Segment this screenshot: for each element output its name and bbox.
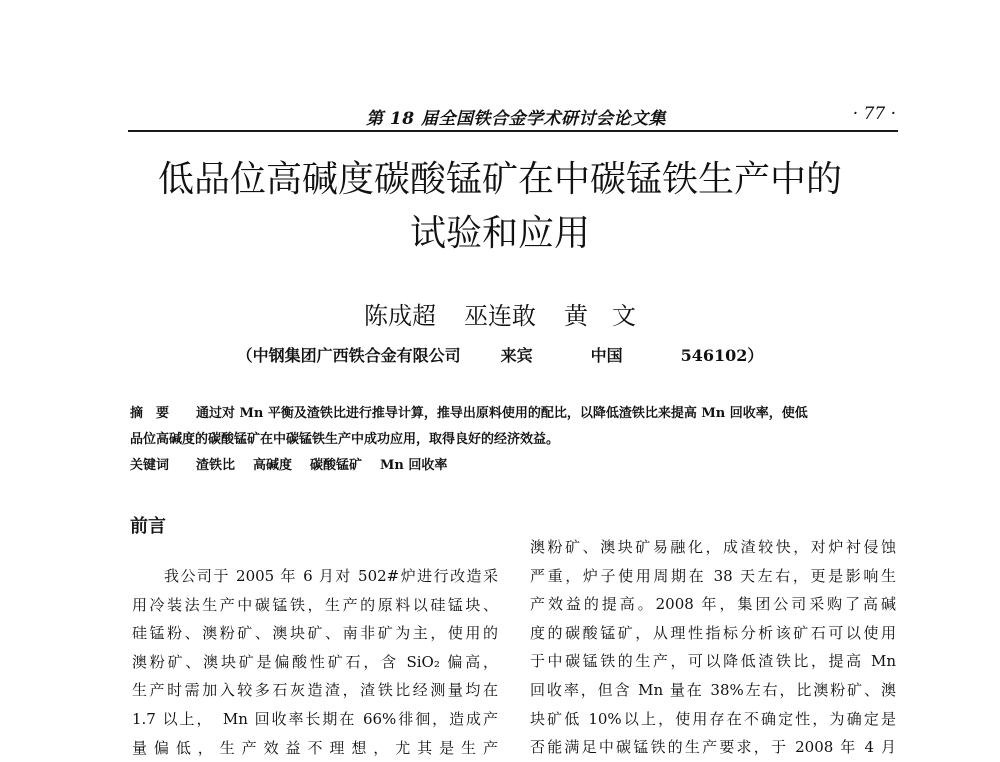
body-line: 1.7 以上， Mn 回收率长期在 66%徘徊，造成产 — [132, 709, 498, 728]
body-line: 澳粉矿、澳块矿易融化，成渣较快，对炉衬侵蚀 — [530, 538, 896, 556]
body-line: 度的碳酸锰矿，从理性指标分析该矿石可以使用 — [530, 623, 896, 642]
body-line: 于中碳锰铁的生产，可以降低渣铁比，提高 Mn — [530, 652, 896, 671]
journal-title: 第 18 届全国铁合金学术研讨会论文集 — [366, 109, 666, 129]
body-line: 生产时需加入较多石灰造渣，渣铁比经测量均在 — [132, 681, 498, 700]
affiliation-postcode: 546102） — [680, 346, 764, 365]
abstract-text: 通过对 Mn 平衡及渣铁比进行推导计算，推导出原料使用的配比，以降低渣铁比来提高 Mn 回收率，使低 — [196, 406, 808, 421]
body-line: 用冷装法生产中碳锰铁，生产的原料以硅锰块、 — [132, 595, 498, 614]
body-column-left — [132, 562, 498, 762]
affiliation-org: （中钢集团广西铁合金有限公司 — [236, 346, 461, 365]
affiliation — [0, 343, 1000, 366]
body-line: 回收率，但含 Mn 量在 38%左右，比澳粉矿、澳 — [530, 680, 896, 699]
body-line: 量 偏 低 ， 生 产 效 益 不 理 想 ， 尤 其 是 生 产 — [132, 738, 498, 757]
keyword-item: 渣铁比 — [196, 458, 236, 473]
page-number: · 77 · — [852, 104, 896, 124]
body-line: 我公司于 2005 年 6 月对 502#炉进行改造采 — [164, 567, 498, 585]
keyword-item: 高碱度 — [253, 458, 293, 473]
affiliation-city: 来宾 — [500, 346, 533, 365]
body-line: 块矿低 10%以上，使用存在不确定性，为确定是 — [530, 709, 896, 728]
body-line: 硅锰粉、澳粉矿、澳块矿、南非矿为主，使用的 — [132, 624, 498, 643]
abstract-line: 品位高碱度的碳酸锰矿在中碳锰铁生产中成功应用，取得良好的经济效益。 — [130, 432, 560, 447]
body-line: 否能满足中碳锰铁的生产要求，于 2008 年 4 月 — [530, 738, 896, 757]
affiliation-country: 中国 — [590, 346, 623, 365]
body-line: 产效益的提高。2008 年，集团公司采购了高碱 — [530, 595, 896, 614]
body-column-right — [530, 533, 896, 762]
author-name: 陈成超 — [364, 302, 436, 330]
keyword-item: Mn 回收率 — [380, 458, 448, 473]
author-list — [0, 296, 1000, 331]
abstract-label: 摘 要 — [130, 406, 170, 421]
author-name: 黄 文 — [564, 302, 636, 330]
keywords-label: 关键词 — [130, 458, 170, 473]
paper-title-line-2: 试验和应用 — [409, 213, 590, 254]
paper-title-line-1: 低品位高碱度碳酸锰矿在中碳锰铁生产中的 — [157, 159, 842, 200]
body-line: 严重，炉子使用周期在 38 天左右，更是影响生 — [530, 566, 896, 585]
abstract-line — [130, 401, 900, 427]
keyword-item: 碳酸锰矿 — [310, 458, 363, 473]
author-name: 巫连敢 — [464, 302, 536, 330]
body-line: 澳粉矿、澳块矿是偏酸性矿石，含 SiO₂ 偏高， — [132, 652, 498, 671]
abstract — [130, 401, 900, 479]
running-header — [128, 100, 898, 132]
section-heading: 前言 — [130, 516, 166, 537]
keywords — [130, 453, 900, 479]
